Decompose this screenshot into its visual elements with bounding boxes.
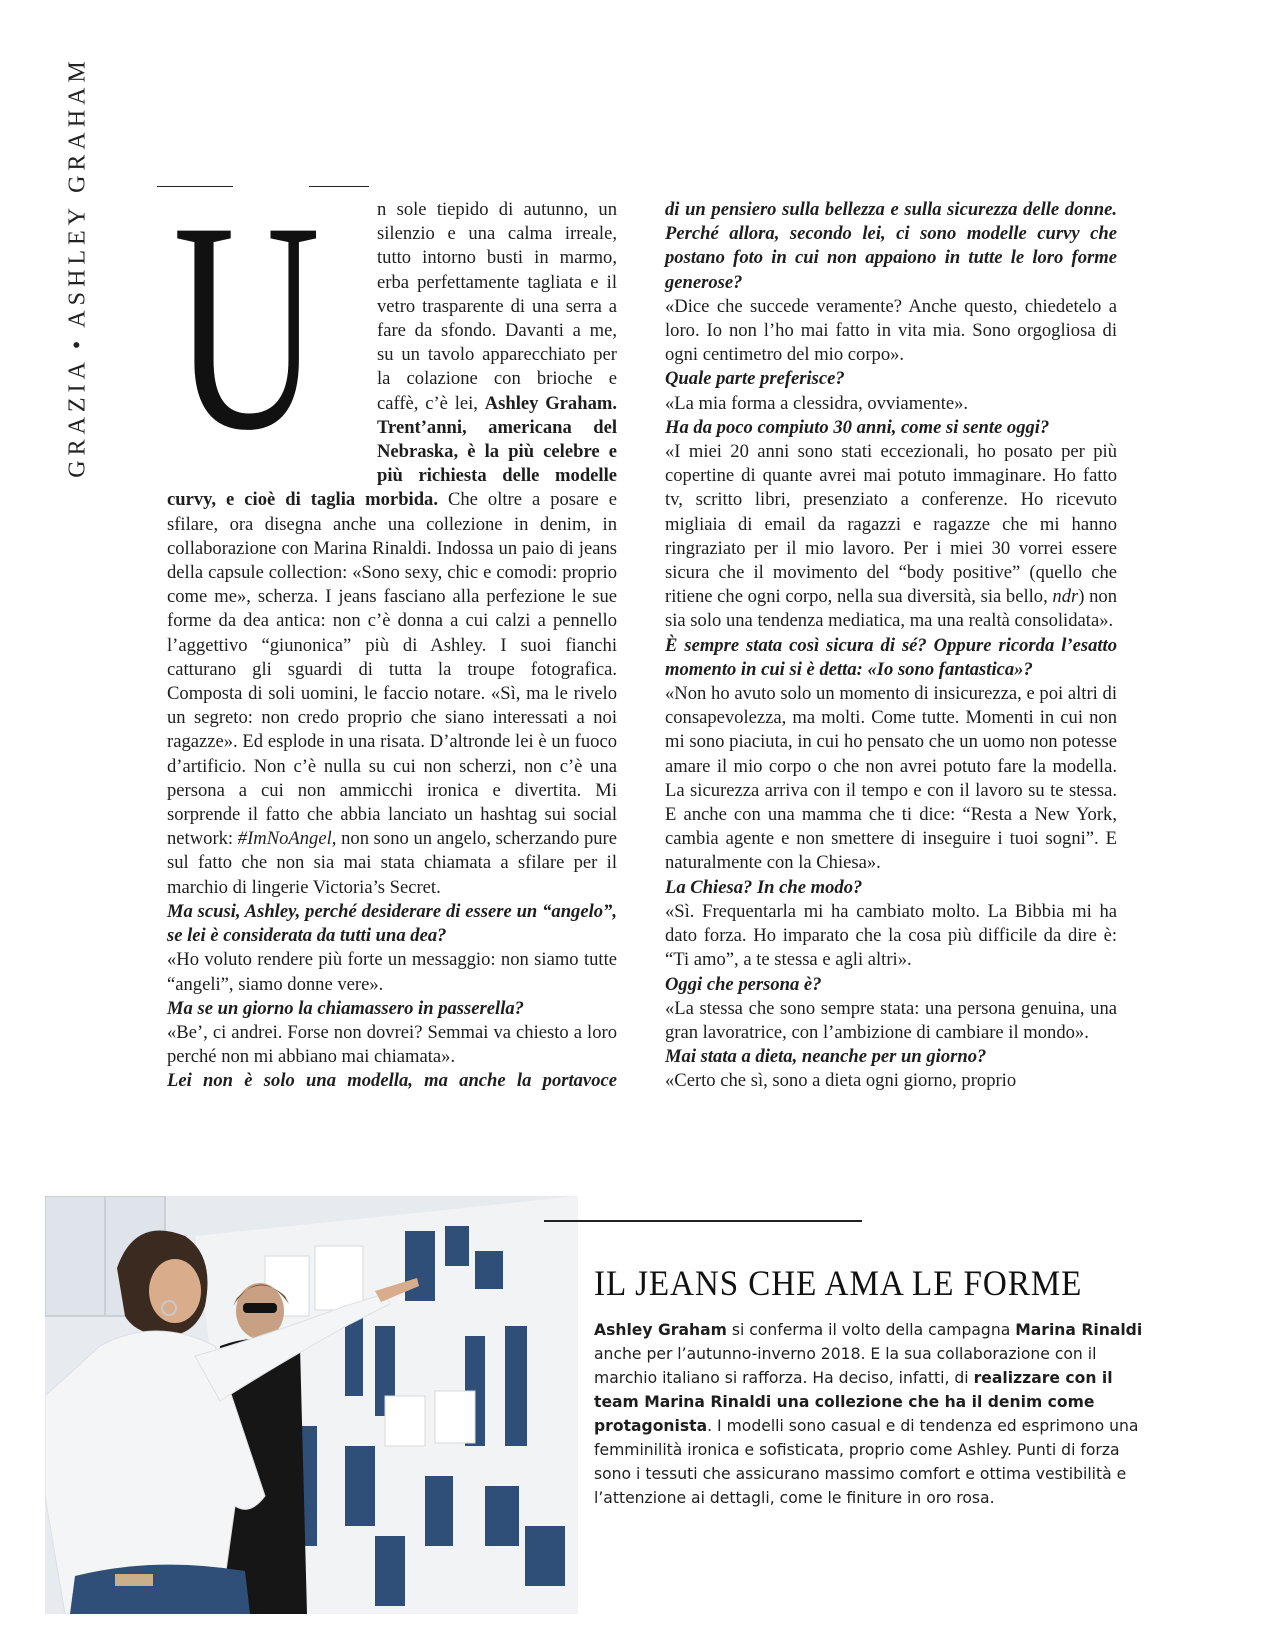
photo-illustration bbox=[45, 1196, 578, 1614]
question: Ma se un giorno la chiamassero in passerella? bbox=[167, 997, 524, 1019]
drop-cap bbox=[157, 160, 367, 492]
question: È sempre stata così sicura di sé? Oppure ricorda l’esatto momento in cui si è detta: «Io sono fantastica»? bbox=[665, 634, 1117, 680]
editor-note: ndr bbox=[1052, 586, 1079, 608]
sidebar-text: anche per l’autunno-inverno 2018. E la sua collaborazione con il marchio italiano si rafforza. Ha deciso, infatti, di bbox=[594, 1345, 1097, 1387]
drop-cap-letter: U bbox=[173, 160, 321, 492]
intro-text-end: , non sono un angelo, scherzando pure sul fatto che non sia mai stata chiamata a sfilare per il marchio di lingerie Victoria’s Secret. bbox=[167, 828, 617, 898]
sidebar-bold: Marina Rinaldi bbox=[1015, 1321, 1143, 1339]
answer: «Sì. Frequentarla mi ha cambiato molto. La Bibbia mi ha dato forza. Ho imparato che la cosa più difficile da dire è: “Ti amo”, a te stessa e agli altri». bbox=[665, 900, 1117, 971]
question: Ha da poco compiuto 30 anni, come si sente oggi? bbox=[665, 416, 1050, 438]
answer: «La mia forma a clessidra, ovviamente». bbox=[665, 392, 969, 414]
intro-bold: Ashley Graham. Trent’anni, americana del Nebraska, è la più celebre e più richiesta delle modelle curvy, e cioè di taglia morbida. bbox=[167, 392, 617, 511]
question: Lei non è solo una modella, ma anche la portavoce bbox=[167, 1070, 617, 1092]
sidebar-box bbox=[594, 1262, 1159, 1510]
sidebar-bold: realizzare con il team Marina Rinaldi una collezione che ha il denim come protagonista bbox=[594, 1369, 1113, 1435]
running-head-dot: • bbox=[64, 335, 91, 350]
answer: «Dice che succede veramente? Anche questo, chiedetelo a loro. Io non l’ho mai fatto in vita mia. Sono orgogliosa di ogni centimetro del mio corpo». bbox=[665, 295, 1117, 366]
sidebar-text: si conferma il volto della campagna bbox=[726, 1321, 1016, 1339]
answer bbox=[665, 440, 1117, 634]
question: La Chiesa? In che modo? bbox=[665, 876, 863, 898]
answer: «Certo che sì, sono a dieta ogni giorno, proprio bbox=[665, 1070, 1017, 1092]
column-right bbox=[665, 198, 1117, 1094]
sidebar-bold: Ashley Graham bbox=[594, 1321, 727, 1339]
sidebar-rule bbox=[544, 1220, 862, 1222]
answer-text-end: ) non sia solo una tendenza mediatica, ma una realtà consolidata». bbox=[665, 586, 1117, 632]
hashtag: #ImNoAngel bbox=[237, 828, 332, 850]
answer: «Ho voluto rendere più forte un messaggio: non siamo tutte “angeli”, siamo donne vere». bbox=[167, 949, 617, 995]
question: di un pensiero sulla bellezza e sulla sicurezza delle donne. Perché allora, secondo lei, ci sono modelle curvy che postano foto in cui non appaiono in tutte le loro forme generose? bbox=[665, 199, 1117, 293]
running-head bbox=[60, 56, 96, 478]
sidebar-title: IL JEANS CHE AMA LE FORME bbox=[594, 1263, 1083, 1303]
running-head-brand: GRAZIA bbox=[64, 357, 91, 478]
question: Quale parte preferisce? bbox=[665, 368, 845, 390]
answer: «La stessa che sono sempre stata: una persona genuina, una gran lavoratrice, con l’ambizione di cambiare il mondo». bbox=[665, 997, 1117, 1043]
answer: «Be’, ci andrei. Forse non dovrei? Semmai va chiesto a loro perché non mi abbiano mai chiamata». bbox=[167, 1021, 617, 1068]
question: Oggi che persona è? bbox=[665, 973, 822, 995]
question: Ma scusi, Ashley, perché desiderare di essere un “angelo”, se lei è considerata da tutti una dea? bbox=[167, 900, 617, 947]
photo-ashley-graham-studio bbox=[45, 1196, 578, 1614]
intro-text-cont: Che oltre a posare e sfilare, ora disegna anche una collezione in denim, in collaborazione con Marina Rinaldi. Indossa un paio di jeans della capsule collection: «Sono sexy, chic e comodi: proprio come me», scherza. I jeans fasciano alla perfezione le sue forme da dea antica: non c’è donna a cui calzi a pennello l’aggettivo “giunonica” più di Ashley. I suoi fianchi catturano gli sguardi di tutta la troupe fotografica. Composta di soli uomini, le faccio notare. «Sì, ma le rivelo un segreto: non credo proprio che siano interessati a noi ragazze». Ed esplode in una risata. D’altronde lei è un fuoco d’artificio. Non c’è nulla su cui non scherzi, non c’è una persona a cui non ammicchi ironica e divertita. Mi sorprende il fatto che abbia lanciato un hashtag sui social network: bbox=[167, 489, 617, 850]
sidebar-body bbox=[594, 1318, 1159, 1510]
intro-text: n sole tiepido di autunno, un silenzio e una calma irreale, tutto intorno busti in marmo, erba perfettamente tagliata e il vetro trasparente di una serra a fare da sfondo. Davanti a me, su un tavolo apparecchiato per la colazione con brioche e caffè, c’è lei, bbox=[377, 199, 617, 414]
answer-text: «I miei 20 anni sono stati eccezionali, ho posato per più copertine di quante avrei mai potuto immaginare. Ho fatto tv, scritto libri, presenziato a conferenze. Ho ricevuto migliaia di email da ragazzi e ragazze che mi hanno ringraziato per il mio lavoro. Per i miei 30 vorrei essere sicura che il movimento del “body positive” (quello che ritiene che ogni corpo, nella sua diversità, sia bello, bbox=[665, 441, 1117, 608]
question: Mai stata a dieta, neanche per un giorno? bbox=[665, 1046, 987, 1068]
column-left bbox=[167, 160, 617, 1094]
running-head-name: ASHLEY GRAHAM bbox=[64, 56, 91, 328]
sidebar-text: . I modelli sono casual e di tendenza ed esprimono una femminilità ironica e sofisticata, proprio come Ashley. Punti di forza sono i tessuti che assicurano massimo comfort e ottima vestibilità e l’attenzione ai dettagli, come le finiture in oro rosa. bbox=[594, 1417, 1139, 1507]
answer: «Non ho avuto solo un momento di insicurezza, e poi altri di consapevolezza, ma molti. Come tutte. Momenti in cui non mi sono piaciuta, in cui ho pensato che un uomo non potesse amare il mio corpo o che non avrei potuto fare la modella. La sicurezza arriva con il tempo e con il lavoro su te stessa. E anche con una mamma che ti dice: “Resta a New York, cambia agente e non smettere di inseguire i tuoi sogni”. E naturalmente con la Chiesa». bbox=[665, 683, 1117, 874]
